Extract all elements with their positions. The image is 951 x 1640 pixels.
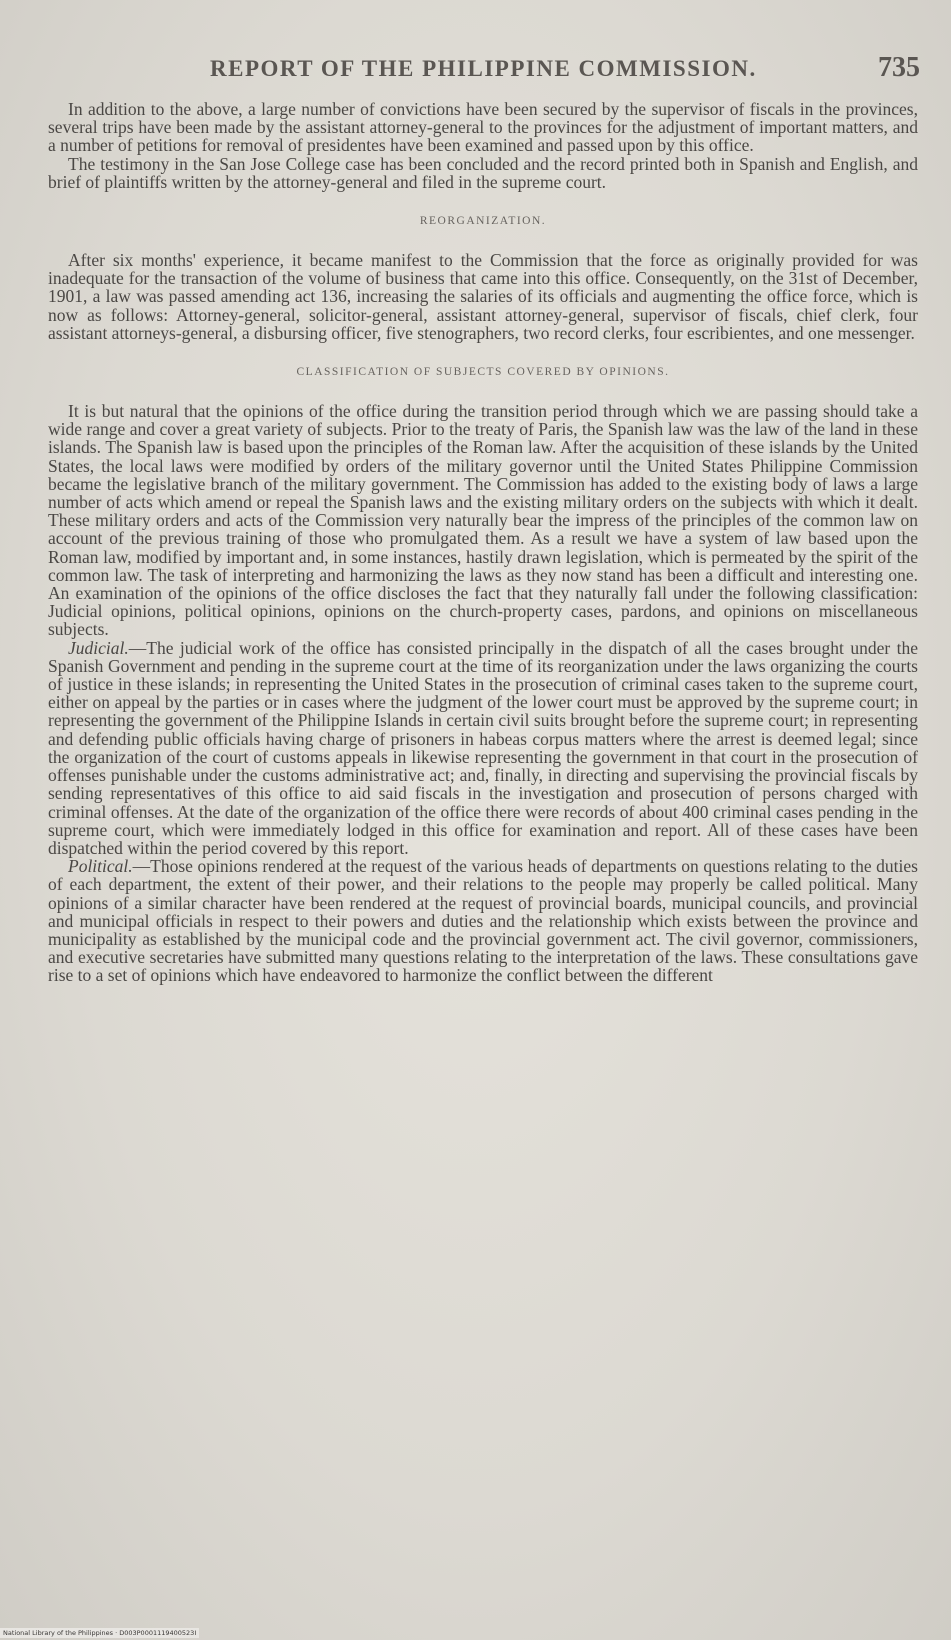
section-heading-classification: CLASSIFICATION OF SUBJECTS COVERED BY OPINIONS.: [296, 366, 670, 379]
paragraph-judicial: [48, 639, 918, 857]
paragraph-reorganization: After six months' experience, it became manifest to the Commission that the force as originally provided for was inadequate for the transaction of the volume of business that came into this office. Consequently, on the 31st of December, 1901, a law was passed amending act 136, increasing the salaries of its officials and augmenting the office force, which is now as follows: Attorney-general, solicitor-general, assistant attorney-general, supervisor of fiscals, chief clerk, four assistant attorneys-general, a disbursing officer, five stenographers, two record clerks, four escribientes, and one messenger.: [48, 250, 918, 343]
judicial-text: —The judicial work of the office has consisted principally in the dispatch of all the cases brought under the Spanish Government and pending in the supreme court at the time of its reorganization under the laws organizing the courts of justice in these islands; in representing the United States in the prosecution of criminal cases taken to the supreme court, either on appeal by the parties or in cases where the judgment of the lower court must be approved by the supreme court; in representing the government of the Philippine Islands in certain civil suits brought before the supreme court; in representing and defending public officials having charge of prisoners in habeas corpus matters where the arrest is deemed legal; since the organization of the court of customs appeals in likewise representing the government in that court in the prosecution of offenses punishable under the customs administrative act; and, finally, in directing and supervising the provincial fiscals by sending representatives of this office to aid said fiscals in the investigation and prosecution of persons charged with criminal offenses. At the date of the organization of the office there were records of about 400 criminal cases pending in the supreme court, which were immediately lodged in this office for examination and report. All of these cases have been dispatched within the period covered by this report.: [48, 637, 918, 858]
paragraph-san-jose-case: The testimony in the San Jose College case has been concluded and the record printed both in Spanish and English, and brief of plaintiffs written by the attorney-general and filed in the supreme court.: [48, 153, 918, 192]
judicial-label: Judicial.: [68, 637, 129, 658]
paragraph-convictions: In addition to the above, a large number of convictions have been secured by the supervisor of fiscals in the provinces, several trips have been made by the assistant attorney-general to the provinces for the adjustment of important matters, and a number of petitions for removal of presidentes have been examined and passed upon by this office.: [48, 99, 918, 156]
political-text: —Those opinions rendered at the request of the various heads of departments on questions relating to the duties of each department, the extent of their power, and their relations to the people may properly be called political. Many opinions of a similar character have been rendered at the request of provincial boards, municipal councils, and provincial and municipal officials in respect to their powers and duties and the relationship which exists between the province and municipality as established by the municipal code and the provincial government act. The civil governor, commissioners, and executive secretaries have submitted many questions relating to the interpretation of the laws. These consultations gave rise to a set of opinions which have endeavored to harmonize the conflict between the different: [48, 856, 918, 986]
paragraph-political: [48, 857, 918, 984]
scan-footer: National Library of the Philippines · D003P0001119400523I: [0, 1628, 199, 1638]
page-body: [48, 100, 918, 985]
paragraph-classification: It is but natural that the opinions of the office during the transition period through which we are passing should take a wide range and cover a great variety of subjects. Prior to the treaty of Paris, the Spanish law was the law of the land in these islands. The Spanish law is based upon the principles of the Roman law. After the acquisition of these islands by the United States, the local laws were modified by orders of the military governor until the United States Philippine Commission became the legislative branch of the military government. The Commission has added to the existing body of laws a large number of acts which amend or repeal the Spanish laws and the existing military orders on the subjects with which it dealt. These military orders and acts of the Commission very naturally bear the impress of the principles of the common law on account of the previous training of those who promulgated them. As a result we have a system of law based upon the Roman law, modified by important and, in some instances, hastily drawn legislation, which is permeated by the spirit of the common law. The task of interpreting and harmonizing the laws as they now stand has been a difficult and interesting one. An examination of the opinions of the office discloses the fact that they naturally fall under the following classification: Judicial opinions, political opinions, opinions on the church-property cases, pardons, and opinions on miscellaneous subjects.: [48, 401, 918, 640]
section-heading-reorganization: REORGANIZATION.: [419, 215, 547, 228]
page-header: [60, 52, 920, 92]
page-number: 735: [878, 52, 920, 83]
political-label: Political.: [68, 856, 133, 877]
running-head: REPORT OF THE PHILIPPINE COMMISSION.: [210, 56, 757, 81]
